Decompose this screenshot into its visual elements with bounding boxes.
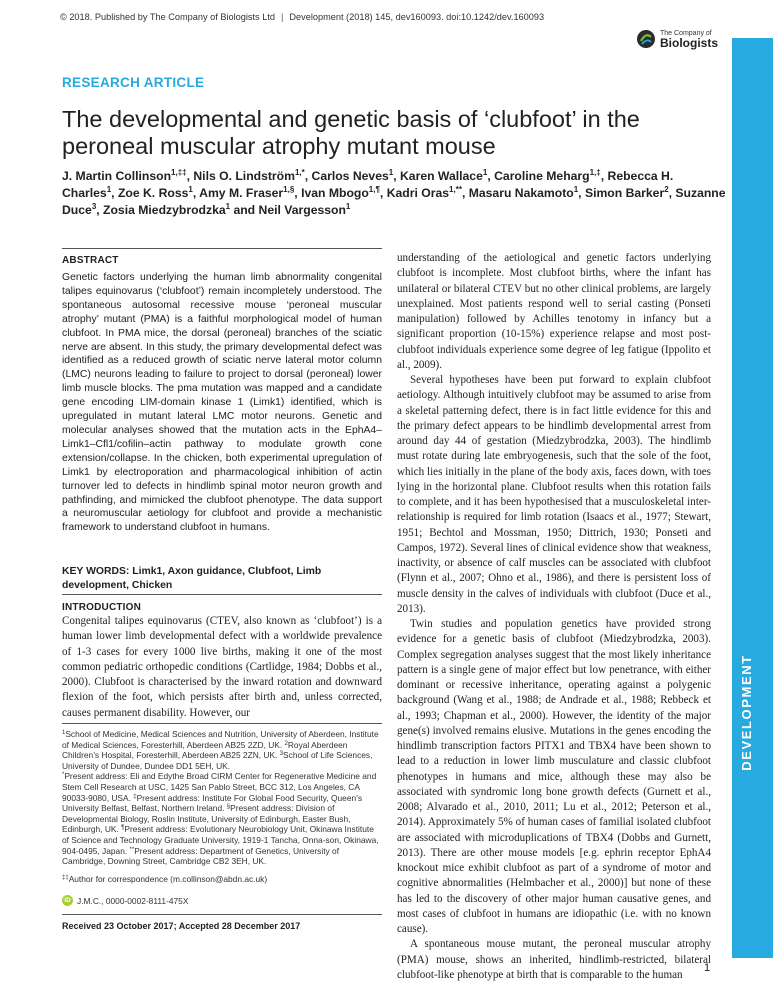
author-name: Suzanne Duce (62, 186, 726, 217)
author-separator: , (668, 186, 676, 200)
author-separator: , (304, 169, 312, 183)
author-affiliation-marker: 1,¶ (368, 185, 380, 194)
author-name: Neil Vargesson (258, 203, 346, 217)
author-affiliation-marker: 1 (225, 202, 231, 211)
author-separator: , (111, 186, 118, 200)
author-affiliation-marker: 1,‡‡ (171, 168, 187, 177)
section-label: RESEARCH ARTICLE (62, 75, 205, 90)
author-name: Zoe K. Ross (117, 186, 189, 200)
keywords: KEY WORDS: Limk1, Axon guidance, Clubfoot, Limb development, Chicken (62, 566, 322, 591)
introduction-heading: INTRODUCTION (62, 602, 142, 613)
author-affiliation-marker: 1 (106, 185, 112, 194)
present-address-para: Present address: Evolutionary Neurobiology Unit, Okinawa Institute of Science and Technology Graduate University, 1919-1 Tancha, Onna-son, Okinawa, 904-0495, Japan. (62, 824, 379, 856)
author-name: Caroline Meharg (494, 169, 590, 183)
keywords-divider (62, 594, 382, 595)
author-name: J. Martin Collinson (62, 169, 172, 183)
affiliation-2: Royal Aberdeen Children’s Hospital, Foresterhill, Aberdeen AB25 2ZN, UK. (62, 739, 348, 761)
received-dates: Received 23 October 2017; Accepted 28 December 2017 (62, 921, 301, 931)
author-separator: and (230, 203, 259, 217)
author-affiliation-marker: 2 (664, 185, 669, 194)
received-divider (62, 914, 382, 915)
author-separator: , (294, 186, 302, 200)
author-name: Carlos Neves (311, 169, 389, 183)
sidebar-label: DEVELOPMENT (738, 653, 754, 771)
author-separator: , (96, 203, 104, 217)
author-name: Karen Wallace (400, 169, 483, 183)
author-separator: , (578, 186, 585, 200)
author-name: Ivan Mbogo (301, 186, 369, 200)
abstract-text: Genetic factors underlying the human limb abnormality congenital talipes equinovarus (‘clubfoot’) remain incompletely understood. The spontaneous autosomal recessive mouse ‘peroneal muscular atrophy’ mutant (PMA) is a faithful morphological model of human clubfoot. In PMA mice, the dorsal (peroneal) branches of the sciatic nerve are absent. In this study, the primary developmental defect was identified as a reduced growth of sciatic nerve lateral motor column (LMC) neurons leading to failure to project to dorsal (peroneal) lower limb muscle blocks. The pma mutation was mapped and a candidate gene encoding LIM-domain kinase 1 (Limk1) identified, which is upregulated in mutant lateral LMC motor neurons. Genetic and molecular analyses showed that the mutation acts in the EphA4–Limk1–Cfl1/cofilin–actin pathway to modulate growth cone extension/collapse. In the chicken, both experimental upregulation of Limk1 by electroporation and pharmacological inhibition of actin turnover led to defects in hindlimb spinal motor neuron growth and pathfinding, and mimicked the clubfoot phenotype. The data support a neuromuscular aetiology for clubfoot and provide a mechanistic framework to understand clubfoot in humans. (62, 272, 382, 534)
author-separator: , (192, 186, 200, 200)
author-affiliation-marker: 1,* (294, 168, 305, 177)
journal-sidebar (732, 38, 773, 958)
affiliations-divider (62, 723, 382, 724)
logo-line1: The Company of (660, 29, 712, 37)
body-paragraph: Several hypotheses have been put forward to explain clubfoot aetiology. Although intuitively clubfoot may be assumed to arise from a skeletal patterning defect, there is in fact little evidence for this and the primary defect appears to be hindlimb developmental arrest from around day 44 of gestation (Miedzybrodzka, 2003). The hindlimb must rotate during late embryogenesis, such that the sole of the foot, which lies initially in the plane of the body axis, faces down, with toes lying in the horizontal plane. Clubfoot results when this rotation fails to complete, and it has been hypothesised that a musculoskeletal inter-relationship is required for limb rotation (Isaacs et al., 1977; Stewart, 1951; Bechtol and Mossman, 1950; Dittrich, 1930; Ponseti and Campos, 1972). Several lines of clinical evidence show that weakness, inactivity, or absence of calf muscles can be associated with clubfoot (Flynn et al., 2007; Ohno et al., 1986), and there is persistent loss of muscle density in the calves of individuals with clubfoot (Duce et al., 2013). (397, 374, 711, 615)
correspondence: ‡‡Author for correspondence (m.collinson@abdn.ac.uk) (62, 874, 268, 884)
introduction-text: Congenital talipes equinovarus (CTEV, also known as ‘clubfoot’) is a human lower limb developmental defect with a worldwide prevalence of 1-3 cases for every 1000 live births, making it one of the most common pediatric orthopedic conditions (Cartlidge, 1984; Dobbs et al., 2000). Clubfoot is characterised by the inward rotation and downward flexion of the foot, which persists after birth and, unless corrected, causes permanent disability. However, our (62, 615, 382, 719)
author-affiliation-marker: 1 (345, 202, 351, 211)
author-affiliation-marker: 1,§ (283, 185, 295, 194)
author-name: Kadri Oras (386, 186, 450, 200)
publisher-logo (636, 26, 726, 52)
author-affiliation-marker: 1,‡ (589, 168, 601, 177)
author-affiliation-marker: 3 (91, 202, 97, 211)
author-affiliation-marker: 1 (188, 185, 193, 194)
citation-text: Development (2018) 145, dev160093. doi:10.1242/dev.160093 (289, 12, 545, 22)
orcid-text[interactable]: J.M.C., 0000-0002-8111-475X (77, 895, 189, 906)
present-address-dagger: Present address: Institute For Global Food Security, Queen’s University Belfast, Belfast, Northern Ireland. (62, 792, 363, 814)
author-name: Simon Barker (584, 186, 665, 200)
orcid-icon: iD (62, 895, 73, 906)
article-title: The developmental and genetic basis of ‘clubfoot’ in the peroneal muscular atrophy mutant mouse (62, 106, 640, 159)
publisher-logo-icon (636, 29, 656, 49)
affiliations: $^1$School of Medicine, Medical Sciences and Nutrition, University of Aberdeen, Institute of Medical Sciences, Foresterhill, Aberdeen AB25 2ZD, UK. $^2$Royal Aberdeen Children’s Hospital, Foresterhill, Aberdeen AB25 2ZN, UK. $^3$School of Life Sciences, University of Dundee, Dundee DD1 5EH, UK. *Present address: Eli and Edythe Broad CIRM Center for Regenerative Medicine and Stem Cell Research at USC, 1425 San Pablo Street, BCC 312, Los Angeles, CA 90033-9080, USA. ‡Present address: Institute For Global Food Security, Queen’s University Belfast, Belfast, Northern Ireland. §Present address: Division of Developmental Biology, Roslin Institute, University of Edinburgh, Easter Bush, Edinburgh, UK. ¶Present address: Evolutionary Neurobiology Unit, Okinawa Institute of Science and Technology Graduate University, 1919-1 Tancha, Onna-son, Okinawa, 904-0495, Japan. **Present address: Department of Genetics, University of Cambridge, Downing Street, Cambridge CB2 3EH, UK. (62, 729, 379, 867)
present-address-double-star: Present address: Department of Genetics, University of Cambridge, Downing Street, Cambridge CB2 3EH, UK. (62, 845, 340, 867)
author-name: Zosia Miedzybrodzka (103, 203, 226, 217)
header-separator: | (280, 12, 284, 22)
right-column (397, 251, 711, 983)
author-separator: , (186, 169, 194, 183)
body-paragraph: A spontaneous mouse mutant, the peroneal muscular atrophy (PMA) mouse, shows an inherited, hindlimb-restricted, bilateral clubfoot-like phenotype at birth that is comparable to the human (397, 938, 711, 981)
affiliation-3: School of Life Sciences, University of Dundee, Dundee DD1 5EH, UK. (62, 750, 373, 771)
author-affiliation-marker: 1 (482, 168, 488, 177)
body-paragraph: understanding of the aetiological and genetic factors underlying clubfoot is incomplete. Most clubfoot births, where the infant has unilateral or bilateral CTEV but no other clinical problems, are largely unexplained. Most patients respond well to serial casting (Ponseti manipulation) followed by Achilles tenotomy in infancy but a significant proportion (10-15%) experience relapse and most post-clubfoot individuals experience some degree of leg fatigue (Ippolito et al., 2009). (397, 252, 711, 371)
body-paragraph: Twin studies and population genetics have provided strong evidence for a genetic basis of clubfoot (Miedzybrodzka, 2003). Complex segregation analyses suggest that the most likely inheritance pattern is a single gene of major effect but low penetrance, with either dominant or recessive inheritance, operating against a polygenic background (Wang et al., 1988; de Andrade et al., 1988; Rebbeck et al., 1993; Chapman et al., 2000). However, the identity of the major gene(s) involved remains elusive. Mutations in the genes encoding the hindlimb transcription factors PITX1 and TBX4 have been shown to lead to a reduction in lower limb musculature and classic clubfoot phenotypes in humans and mice, although these may also be associated with syndromic long bone growth defects (Gurnett et al., 2008; Alvarado et al., 2010, 2011; Lu et al., 2012; Peterson et al., 2014). Approximately 5% of human cases of familial isolated clubfoot are associated with microduplications of TBX4 (Dobbs and Gurnett, 2013). There are other mouse models [e.g. ephrin receptor EphA4 knockout mice exhibit clubfoot as part of a syndrome of motor and cognitive abnormalities (Helmbacher et al., 2000)] but none of these has led to the discovery of other major human causative genes, and most cases of clubfoot in humans are idiopathic (i.e. with no known cause). (397, 618, 711, 935)
affiliation-1: School of Medicine, Medical Sciences and Nutrition, University of Aberdeen, Institute of Medical Sciences, Foresterhill, Aberdeen AB25 2ZD, UK. (62, 729, 379, 750)
author-affiliation-marker: 1 (573, 185, 579, 194)
author-separator: , (600, 169, 608, 183)
author-name: Masaru Nakamoto (468, 186, 574, 200)
orcid-entry[interactable] (62, 895, 188, 906)
author-affiliation-marker: 1 (388, 168, 394, 177)
logo-line2: Biologists (660, 35, 719, 50)
present-address-section: Present address: Division of Developmental Biology, Roslin Institute, University of Edinburgh, Easter Bush, Edinburgh, UK. (62, 803, 351, 835)
author-name: Nils O. Lindström (193, 169, 295, 183)
abstract-divider (62, 248, 382, 249)
author-separator: , (379, 186, 387, 200)
journal-header (60, 12, 544, 22)
author-separator: , (487, 169, 495, 183)
correspondence-text: Author for correspondence (m.collinson@abdn.ac.uk) (68, 874, 268, 884)
author-affiliation-marker: 1,** (449, 185, 462, 194)
author-name: Rebecca H. Charles (62, 169, 674, 200)
author-separator: , (393, 169, 400, 183)
abstract-heading: ABSTRACT (62, 255, 119, 266)
present-address-star: Present address: Eli and Edythe Broad CIRM Center for Regenerative Medicine and Stem Cell Research at USC, 1425 San Pablo Street, BCC 312, Los Angeles, CA 90033-9080, USA. (62, 771, 377, 803)
page-number: 1 (704, 962, 711, 974)
author-list (62, 168, 726, 219)
copyright-text: © 2018. Published by The Company of Biologists Ltd (60, 12, 275, 22)
author-separator: , (461, 186, 469, 200)
author-name: Amy M. Fraser (199, 186, 284, 200)
